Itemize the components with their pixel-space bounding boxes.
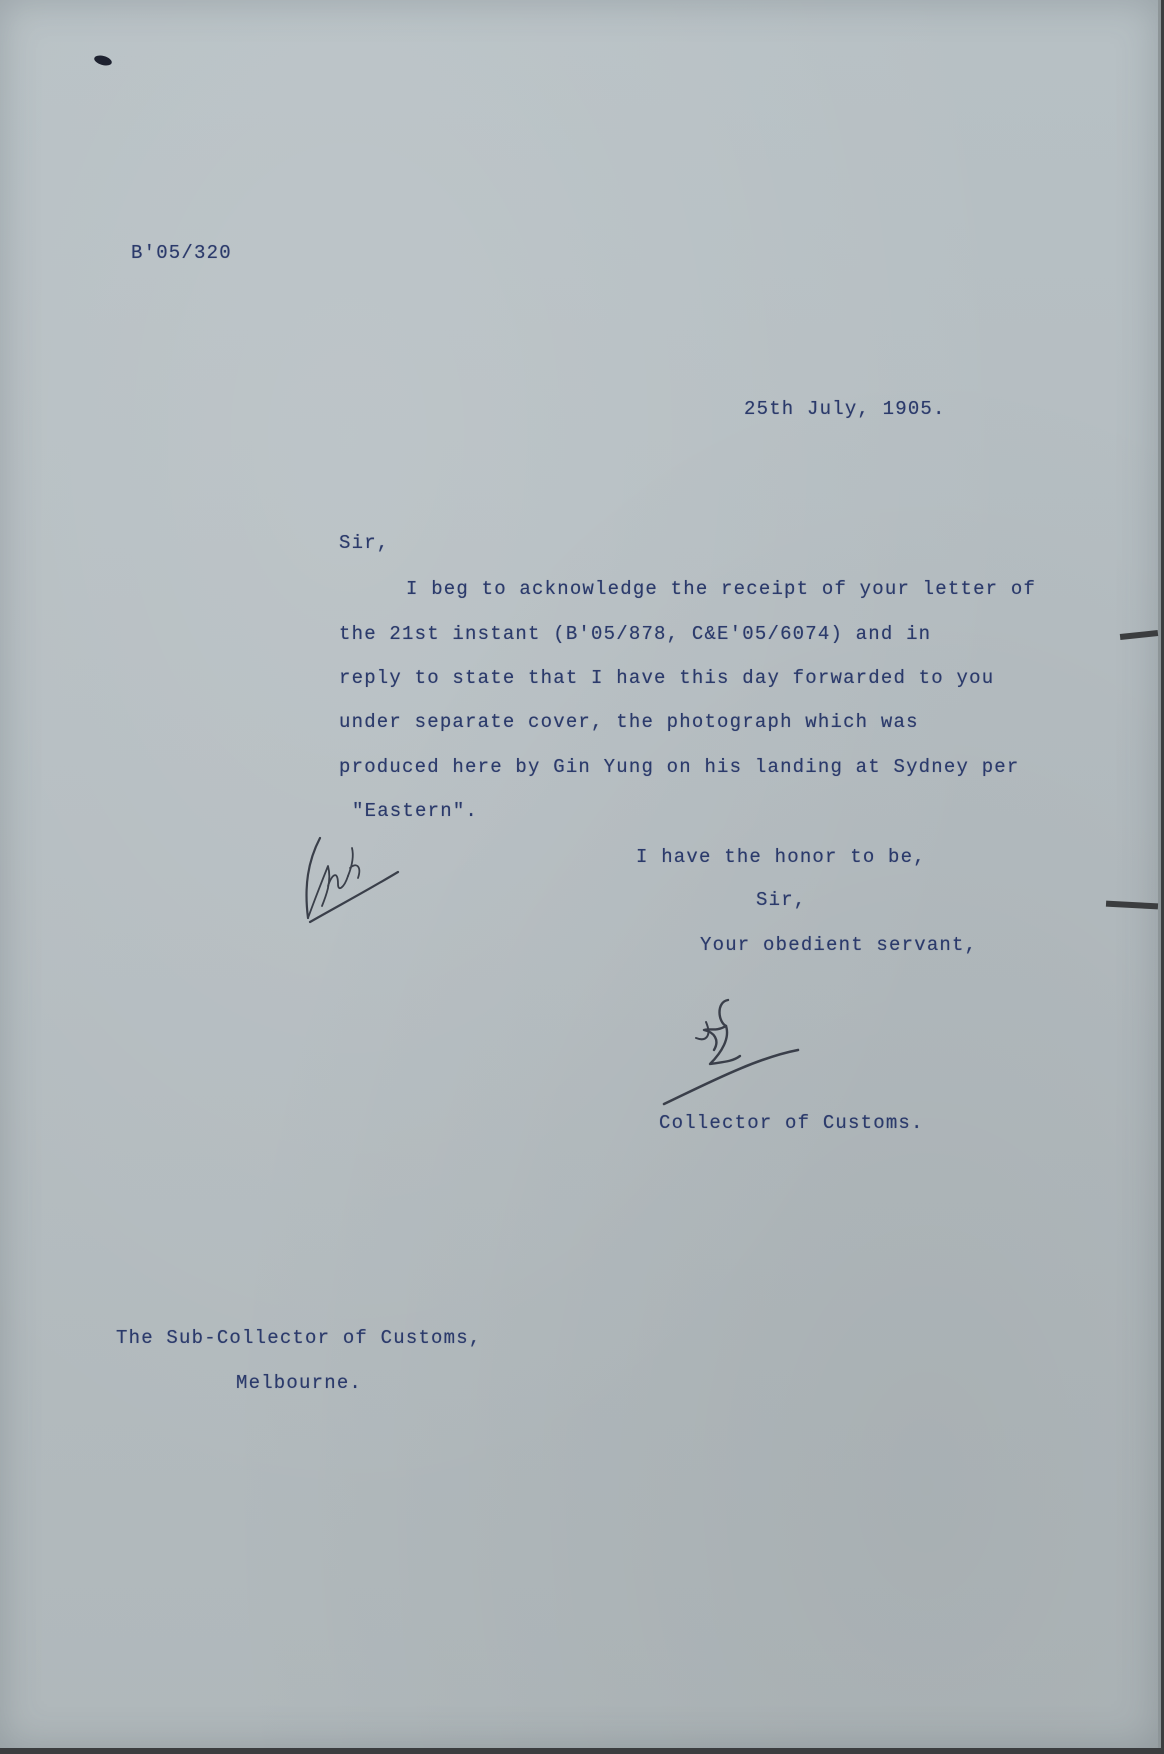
addressee-line: The Sub-Collector of Customs, [116,1327,482,1349]
signature-handwritten [656,992,806,1112]
signatory-title: Collector of Customs. [659,1112,924,1134]
salutation: Sir, [339,532,390,554]
letter-date: 25th July, 1905. [744,398,946,420]
closing-line: I have the honor to be, [636,846,926,868]
body-line: produced here by Gin Yung on his landing at Sydney per [339,756,1020,778]
ink-blot [93,54,113,67]
body-line: the 21st instant (B'05/878, C&E'05/6074) and in [339,623,932,645]
initials-handwritten [298,826,408,936]
closing-salutation: Sir, [756,889,807,911]
reference-number: B'05/320 [131,242,232,264]
body-line: "Eastern". [352,800,479,822]
paper-tear [1106,901,1158,910]
body-line: reply to state that I have this day forwarded to you [339,667,995,689]
paper-tear [1120,630,1158,640]
body-line: under separate cover, the photograph which was [339,711,919,733]
body-line: I beg to acknowledge the receipt of your letter of [406,578,1037,600]
closing-servant: Your obedient servant, [700,934,978,956]
addressee-city: Melbourne. [236,1372,363,1394]
